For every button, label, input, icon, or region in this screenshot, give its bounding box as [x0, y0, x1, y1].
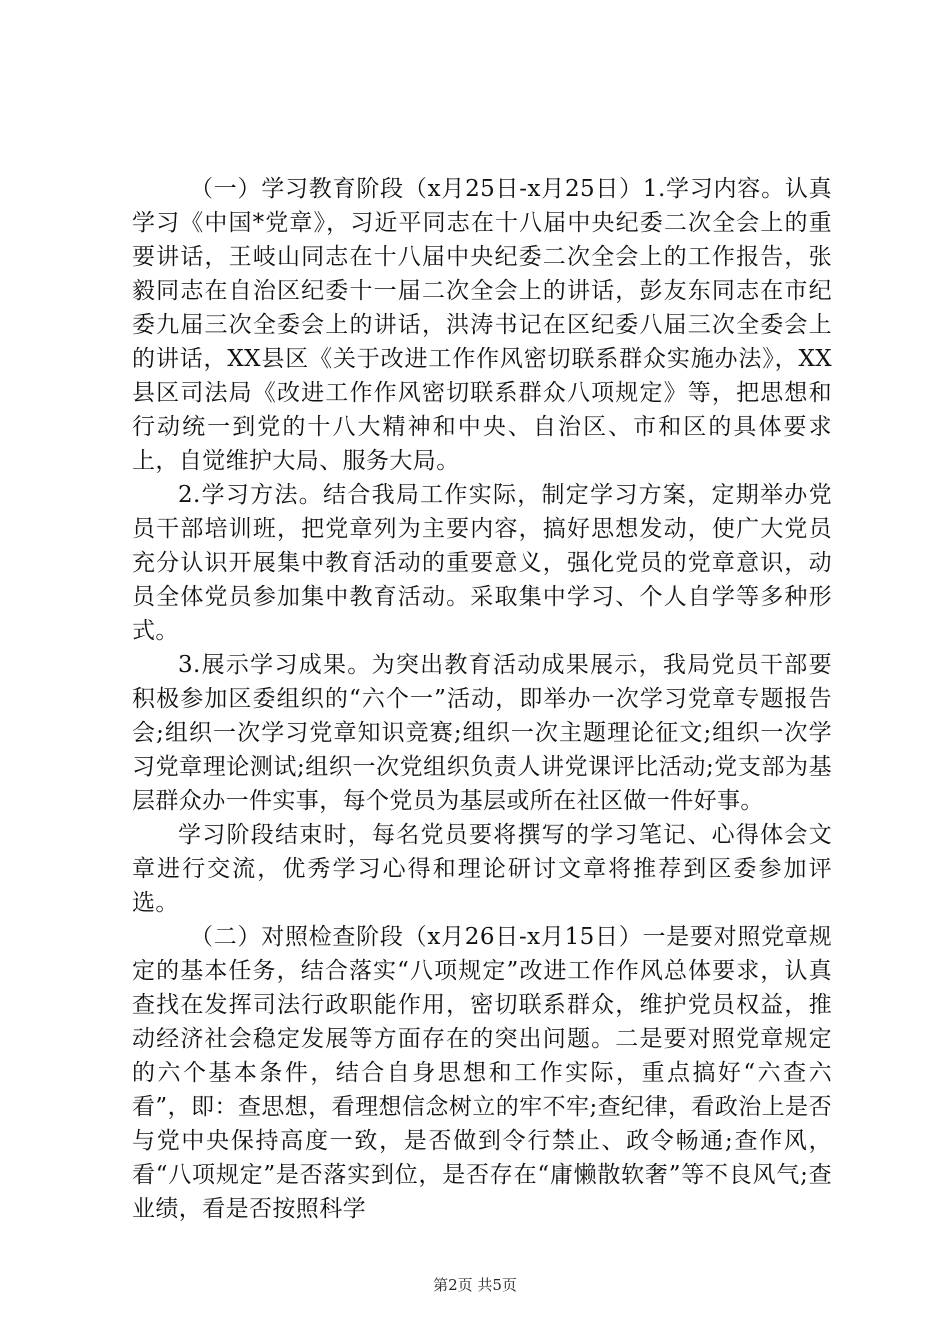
- paragraph-study-results: 3.展示学习成果。为突出教育活动成果展示，我局党员干部要积极参加区委组织的“六个一”活动，即举办一次学习党章专题报告会;组织一次学习党章知识竞赛;组织一次主题理论征文;组织一次学习党章理论测试;组织一次党组织负责人讲党课评比活动;党支部为基层群众办一件实事，每个党员为基层或所在社区做一件好事。: [132, 652, 832, 814]
- paragraph-stage-end: 学习阶段结束时，每名党员要将撰写的学习笔记、心得体会文章进行交流，优秀学习心得和理论研讨文章将推荐到区委参加评选。: [132, 822, 832, 916]
- page-footer: 第2页 共5页: [433, 1276, 517, 1294]
- paragraph-study-method: 2.学习方法。结合我局工作实际，制定学习方案，定期举办党员干部培训班，把党章列为主要内容，搞好思想发动，使广大党员充分认识开展集中教育活动的重要意义，强化党员的党章意识，动员全体党员参加集中教育活动。采取集中学习、个人自学等多种形式。: [132, 482, 832, 644]
- document-body: [132, 172, 832, 1226]
- paragraph-review-stage: （二）对照检查阶段（x月26日-x月15日）一是要对照党章规定的基本任务，结合落实“八项规定”改进工作作风总体要求，认真查找在发挥司法行政职能作用，密切联系群众，维护党员权益，推动经济社会稳定发展等方面存在的突出问题。二是要对照党章规定的六个基本条件，结合自身思想和工作实际，重点搞好“六查六看”，即：查思想，看理想信念树立的牢不牢;查纪律，看政治上是否与党中央保持高度一致，是否做到令行禁止、政令畅通;查作风，看“八项规定”是否落实到位，是否存在“庸懒散软奢”等不良风气;查业绩，看是否按照科学: [132, 924, 832, 1222]
- paragraph-study-stage: （一）学习教育阶段（x月25日-x月25日）1.学习内容。认真学习《中国*党章》，习近平同志在十八届中央纪委二次全会上的重要讲话，王岐山同志在十八届中央纪委二次全会上的工作报告，张毅同志在自治区纪委十一届二次全会上的讲话，彭友东同志在市纪委九届三次全委会上的讲话，洪涛书记在区纪委八届三次全委会上的讲话，XX县区《关于改进工作作风密切联系群众实施办法》，XX县区司法局《改进工作作风密切联系群众八项规定》等，把思想和行动统一到党的十八大精神和中央、自治区、市和区的具体要求上，自觉维护大局、服务大局。: [132, 176, 832, 474]
